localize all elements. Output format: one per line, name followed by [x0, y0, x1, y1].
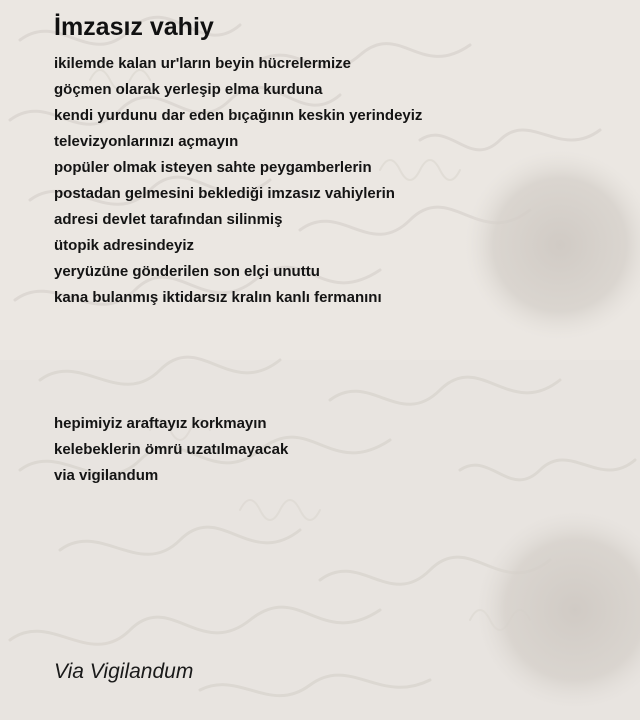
poem-line: ütopik adresindeyiz: [54, 237, 195, 254]
poem-line: adresi devlet tarafından silinmiş: [54, 211, 283, 228]
poem-line: kana bulanmış iktidarsız kralın kanlı fermanını: [54, 289, 382, 306]
poem-line: göçmen olarak yerleşip elma kurduna: [54, 81, 323, 98]
stanza-1: [54, 51, 614, 311]
poem-line: yeryüzüne gönderilen son elçi unuttu: [54, 263, 320, 280]
poem-line: kendi yurdunu dar eden bıçağının keskin yerindeyiz: [54, 107, 423, 124]
poem-line: via vigilandum: [54, 467, 159, 484]
poem-body: [54, 12, 614, 489]
poem-author: Via Vigilandum: [54, 660, 194, 683]
poem-line: postadan gelmesini beklediği imzasız vahiylerin: [54, 185, 395, 202]
poem-line: televizyonlarınızı açmayın: [54, 133, 239, 150]
poem-line: hepimiyiz araftayız korkmayın: [54, 415, 267, 432]
stanza-2: [54, 411, 614, 489]
poem-line: kelebeklerin ömrü uzatılmayacak: [54, 441, 289, 458]
poem-line: ikilemde kalan ur'ların beyin hücrelermize: [54, 55, 352, 72]
poem-line: popüler olmak isteyen sahte peygamberlerin: [54, 159, 372, 176]
poem-title: İmzasız vahiy: [54, 13, 214, 41]
